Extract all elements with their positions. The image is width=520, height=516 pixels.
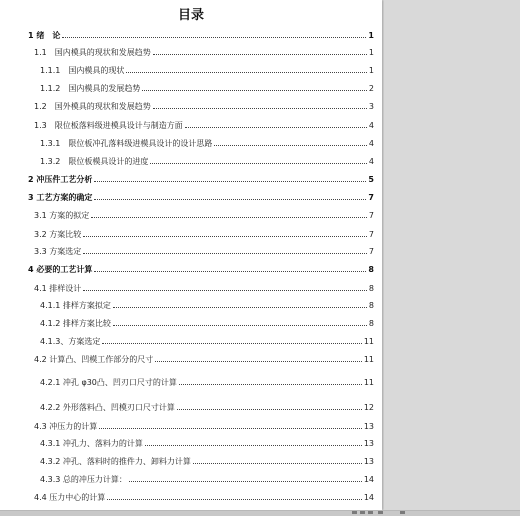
toc-entry[interactable] <box>0 120 374 131</box>
toc-leader-dots <box>153 101 367 109</box>
toc-entry[interactable] <box>0 264 374 275</box>
toc-entry[interactable] <box>0 174 374 185</box>
toc-entry[interactable] <box>0 156 374 167</box>
toc-entry[interactable] <box>0 318 374 329</box>
toc-entry[interactable] <box>0 402 374 413</box>
toc-entry-label: 3.1 方案的拟定 <box>34 211 90 220</box>
toc-entry[interactable] <box>0 138 374 149</box>
toc-leader-dots <box>153 47 367 55</box>
toc-entry[interactable] <box>0 336 374 347</box>
toc-entry-page-number: 13 <box>363 439 374 448</box>
toc-entry-page-number: 13 <box>363 422 374 431</box>
toc-leader-dots <box>83 246 367 254</box>
toc-entry-label: 4.2.1 冲孔 φ30凸、凹刃口尺寸的计算 <box>40 378 177 387</box>
toc-entry-page-number: 3 <box>368 102 374 111</box>
toc-entry-label: 4.3 冲压力的计算 <box>34 422 98 431</box>
zoom-out-icon[interactable] <box>378 511 383 514</box>
toc-leader-dots <box>99 421 362 429</box>
toc-entry-page-number: 2 <box>368 84 374 93</box>
view-mode-icon[interactable] <box>352 511 357 514</box>
toc-entry-page-number: 8 <box>368 265 374 274</box>
toc-entry-page-number: 1 <box>368 48 374 57</box>
toc-entry-label: 4.4 压力中心的计算 <box>34 493 106 502</box>
toc-entry[interactable] <box>0 283 374 294</box>
toc-entry-label: 4.1.2 排样方案比较 <box>40 319 111 328</box>
toc-leader-dots <box>185 120 367 128</box>
toc-entry-label: 3.3 方案选定 <box>34 247 82 256</box>
toc-entry[interactable] <box>0 421 374 432</box>
toc-entry-label: 1.3.1 限位板冲孔落料级进模具设计的设计思路 <box>40 139 213 148</box>
web-view-icon[interactable] <box>368 511 373 514</box>
toc-entry-page-number: 12 <box>363 403 374 412</box>
toc-leader-dots <box>129 474 362 482</box>
toc-leader-dots <box>155 354 362 362</box>
toc-leader-dots <box>94 264 366 272</box>
toc-entry-label: 4.3.3 总的冲压力计算： <box>40 475 127 484</box>
toc-entry-page-number: 8 <box>368 284 374 293</box>
toc-leader-dots <box>142 83 367 91</box>
toc-entry-page-number: 7 <box>368 247 374 256</box>
toc-entry[interactable] <box>0 456 374 467</box>
toc-leader-dots <box>113 300 367 308</box>
toc-entry-label: 2 冲压件工艺分析 <box>28 175 93 184</box>
toc-entry[interactable] <box>0 30 374 41</box>
toc-entry-page-number: 1 <box>368 31 374 40</box>
toc-entry[interactable] <box>0 83 374 94</box>
toc-leader-dots <box>62 30 366 38</box>
toc-leader-dots <box>193 456 362 464</box>
toc-entry-page-number: 7 <box>368 211 374 220</box>
toc-entry-page-number: 11 <box>363 355 374 364</box>
toc-entry-page-number: 7 <box>368 193 374 202</box>
toc-entry-label: 1.1.1 国内模具的现状 <box>40 66 125 75</box>
toc-entry[interactable] <box>0 229 374 240</box>
toc-entry-label: 1 绪 论 <box>28 31 61 40</box>
toc-entry-label: 1.3 限位板落料级进模具设计与制造方面 <box>34 121 183 130</box>
toc-entry-page-number: 11 <box>363 337 374 346</box>
toc-leader-dots <box>91 210 367 218</box>
toc-entry-label: 4.2.2 外形落料凸、凹模刃口尺寸计算 <box>40 403 175 412</box>
toc-entry-label: 1.1.2 国内模具的发展趋势 <box>40 84 141 93</box>
toc-entry-page-number: 14 <box>363 493 374 502</box>
toc-entry-label: 4.3.1 冲孔力、落料力的计算 <box>40 439 143 448</box>
toc-leader-dots <box>177 402 362 410</box>
toc-leader-dots <box>145 438 362 446</box>
toc-entry[interactable] <box>0 47 374 58</box>
toc-entry-label: 1.2 国外模具的现状和发展趋势 <box>34 102 151 111</box>
toc-entry[interactable] <box>0 210 374 221</box>
toc-entry[interactable] <box>0 101 374 112</box>
toc-entry-page-number: 8 <box>368 301 374 310</box>
toc-entry-page-number: 13 <box>363 457 374 466</box>
toc-entry-page-number: 4 <box>368 139 374 148</box>
toc-entry[interactable] <box>0 354 374 365</box>
toc-entry-page-number: 14 <box>363 475 374 484</box>
toc-entry-label: 4.1.1 排样方案拟定 <box>40 301 111 310</box>
toc-leader-dots <box>107 492 362 500</box>
toc-entry-page-number: 11 <box>363 378 374 387</box>
zoom-in-icon[interactable] <box>400 511 405 514</box>
toc-entry[interactable] <box>0 474 374 485</box>
toc-entry-label: 4 必要的工艺计算 <box>28 265 93 274</box>
toc-entry-page-number: 1 <box>368 66 374 75</box>
toc-entry-label: 3.2 方案比较 <box>34 230 82 239</box>
toc-entry-label: 4.3.2 冲孔、落料时的推件力、卸料力计算 <box>40 457 191 466</box>
toc-leader-dots <box>179 377 362 385</box>
toc-leader-dots <box>94 192 366 200</box>
toc-entry-label: 4.1.3、方案选定 <box>40 337 101 346</box>
toc-entry[interactable] <box>0 438 374 449</box>
toc-entry-label: 4.2 计算凸、凹模工作部分的尺寸 <box>34 355 154 364</box>
toc-entry[interactable] <box>0 492 374 503</box>
toc-entry-page-number: 7 <box>368 230 374 239</box>
toc-leader-dots <box>94 174 366 182</box>
toc-leader-dots <box>150 156 367 164</box>
toc-entry[interactable] <box>0 246 374 257</box>
toc-entry[interactable] <box>0 65 374 76</box>
toc-leader-dots <box>83 283 367 291</box>
toc-title: 目录 <box>177 8 204 23</box>
status-bar <box>0 510 520 516</box>
toc-entry-label: 1.3.2 限位板模具设计的进度 <box>40 157 149 166</box>
toc-entry[interactable] <box>0 377 374 388</box>
toc-leader-dots <box>214 138 367 146</box>
toc-entry[interactable] <box>0 300 374 311</box>
document-background <box>384 0 520 510</box>
toc-leader-dots <box>102 336 361 344</box>
page-view-icon[interactable] <box>360 511 365 514</box>
toc-entry-page-number: 5 <box>368 175 374 184</box>
toc-entry-page-number: 4 <box>368 121 374 130</box>
toc-entry-page-number: 8 <box>368 319 374 328</box>
toc-entry-label: 4.1 排样设计 <box>34 284 82 293</box>
toc-entry-label: 3 工艺方案的确定 <box>28 193 93 202</box>
toc-leader-dots <box>126 65 367 73</box>
toc-leader-dots <box>83 229 367 237</box>
toc-entry-page-number: 4 <box>368 157 374 166</box>
toc-entry[interactable] <box>0 192 374 203</box>
toc-entry-label: 1.1 国内模具的现状和发展趋势 <box>34 48 151 57</box>
toc-leader-dots <box>113 318 367 326</box>
